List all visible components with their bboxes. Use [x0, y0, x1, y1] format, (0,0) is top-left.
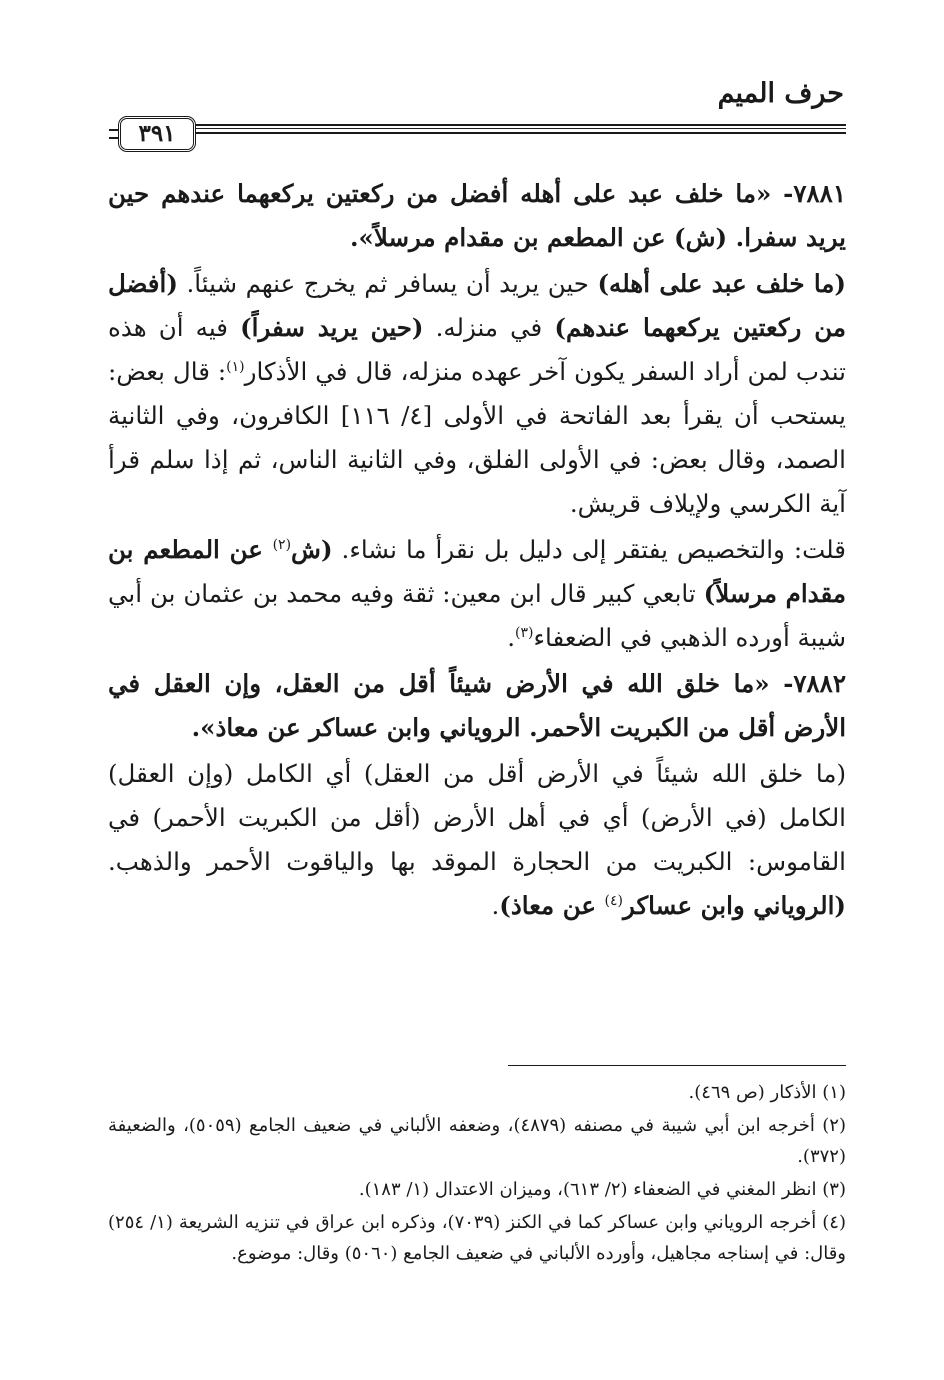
commentary-text: تابعي كبير قال ابن معين: ثقة وفيه محمد بن عثمان بن أبي شيبة أورده الذهبي في الضعفاء: [108, 579, 846, 652]
footnote-separator: [508, 1065, 846, 1066]
footnote-3: (٣) انظر المغني في الضعفاء (٢/ ٦١٣)، وميزان الاعتدال (١/ ١٨٣).: [358, 1179, 846, 1200]
header-double-rule: [196, 124, 846, 134]
commentary-paragraph-3: [108, 752, 846, 928]
commentary-paragraph-1: [108, 262, 846, 526]
quoted-phrase: (ما خلف عبد على أهله): [597, 269, 846, 298]
quoted-phrase: (ش: [291, 535, 333, 564]
footnotes: [108, 1077, 846, 1271]
main-text: [108, 172, 846, 930]
footnote-4: (٤) أخرجه الروياني وابن عساكر كما في الكنز (٧٠٣٩)، وذكره ابن عراق في تنزيه الشريعة (١/ ٢٥٤) وقال: في إسناجه مجاهيل، وأورده الألباني في ضعيف الجامع (٥٠٦٠) وقال: موضوع.: [108, 1212, 846, 1264]
footnote-1: (١) الأذكار (ص ٤٦٩).: [688, 1082, 846, 1103]
footnote-ref: (٣): [515, 624, 534, 641]
hadith-number: ٧٨٨١-: [771, 179, 846, 208]
commentary-text: .: [507, 623, 515, 652]
quoted-phrase: (حين يريد سفراً): [240, 313, 424, 342]
hadith-text: «ما خلق الله في الأرض شيئاً أقل من العقل، وإن العقل في الأرض أقل من الكبريت الأحمر. الروياني وابن عساكر عن معاذ».: [108, 669, 846, 742]
page-number: ٣٩١: [118, 116, 196, 152]
hadith-7881: [108, 172, 846, 260]
hadith-text: «ما خلف عبد على أهله أفضل من ركعتين يركعهما عندهم حين يريد سفرا. (ش) عن المطعم بن مقدام مرسلاً».: [108, 179, 846, 252]
hadith-number: ٧٨٨٢-: [769, 669, 846, 698]
quoted-phrase: عن المطعم بن مقدام مرسلاً): [108, 535, 847, 608]
footnote-ref: (٢): [272, 536, 292, 553]
commentary-text: في منزله.: [423, 313, 555, 342]
commentary-text: حين يريد أن يسافر ثم يخرج عنهم شيئاً.: [177, 269, 598, 298]
commentary-text: قلت: والتخصيص يفتقر إلى دليل بل نقرأ ما نشاء.: [332, 535, 846, 564]
commentary-text: (ما خلق الله شيئاً في الأرض أقل من العقل) أي الكامل (وإن العقل) الكامل (في الأرض) أي في أهل الأرض (أقل من الكبريت الأحمر) في القاموس: الكبريت من الحجارة الموقد بها والياقوت الأحمر والذهب.: [108, 759, 846, 876]
commentary-paragraph-2: [108, 528, 846, 660]
commentary-text: .: [491, 891, 500, 920]
footnote-ref: (١): [226, 358, 245, 375]
commentary-text: : قال بعض: يستحب أن يقرأ بعد الفاتحة في الأولى [٤/ ١١٦] الكافرون، وفي الثانية الصمد، وقال بعض: في الأولى الفلق، وفي الثانية الناس، ثم إذا سلم قرأ آية الكرسي ولإيلاف قريش.: [108, 357, 846, 518]
running-title: حرف الميم: [717, 78, 844, 109]
footnote-ref: (٤): [604, 892, 623, 909]
footnote-2: (٢) أخرجه ابن أبي شيبة في مصنفه (٤٨٧٩)، وضعفه الألباني في ضعيف الجامع (٥٠٥٩)، والضعيفة (٣٧٢).: [108, 1115, 846, 1167]
quoted-phrase: (الروياني وابن عساكر: [622, 891, 846, 920]
commentary-text: فيه أن هذه تندب لمن أراد السفر يكون آخر عهده منزله، قال في الأذكار: [108, 313, 846, 386]
quoted-phrase: عن معاذ): [499, 891, 605, 920]
quoted-phrase: (أفضل من ركعتين يركعهما عندهم): [108, 269, 847, 342]
hadith-7882: [108, 662, 846, 750]
